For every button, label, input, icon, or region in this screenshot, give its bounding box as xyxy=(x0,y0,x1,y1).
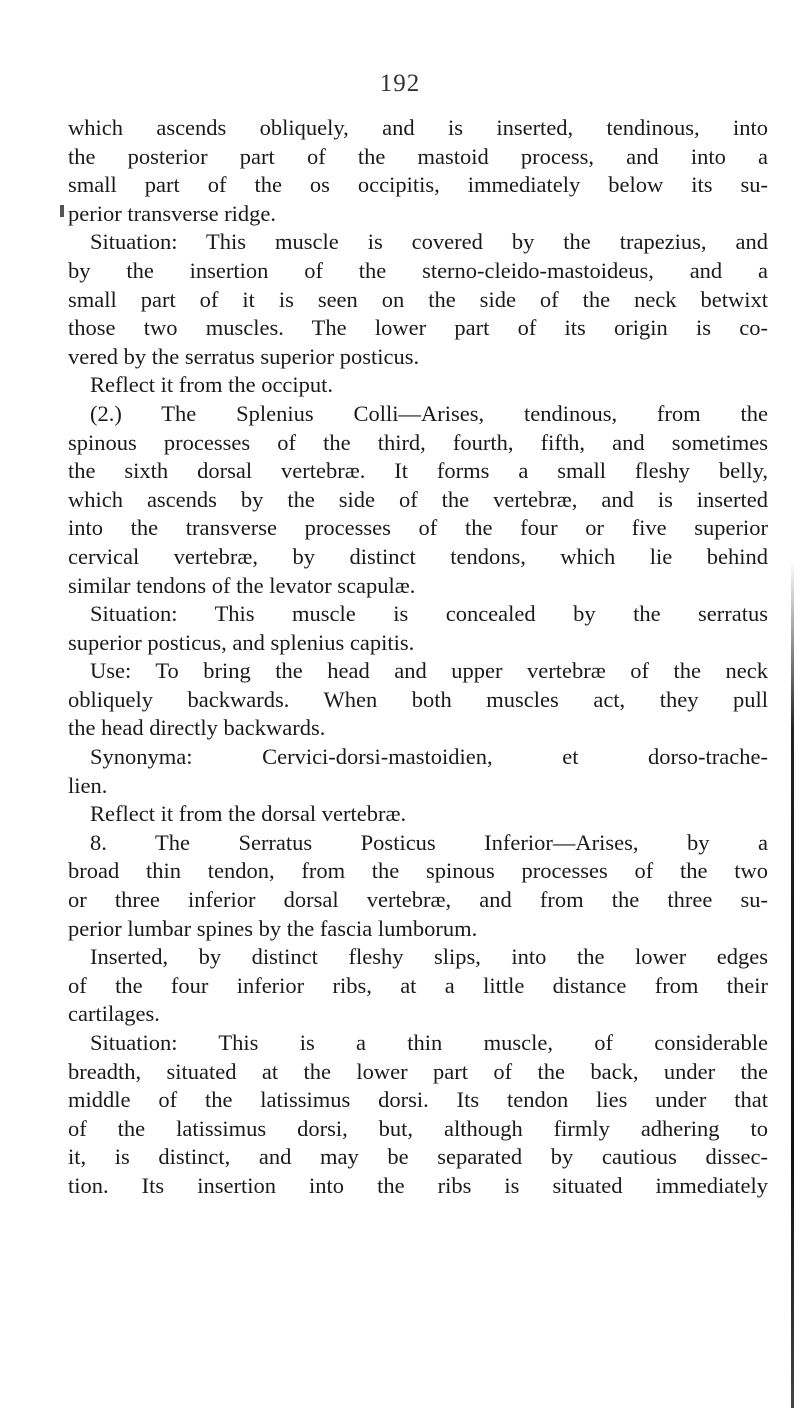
text-line: broad thin tendon, from the spinous processes of the two xyxy=(68,858,768,884)
text-line: cartilages. xyxy=(68,1001,160,1027)
text-line: it, is distinct, and may be separated by cautious dissec- xyxy=(68,1144,768,1170)
text-line: which ascends obliquely, and is inserted, tendinous, into xyxy=(68,115,768,140)
text-line: obliquely backwards. When both muscles act, they pull xyxy=(68,686,768,712)
text-line: tion. Its insertion into the ribs is situated immediately xyxy=(68,1172,768,1198)
body-text xyxy=(68,114,768,1201)
text-line: lien. xyxy=(68,772,108,798)
text-line: Situation: This muscle is concealed by the serratus xyxy=(90,601,768,627)
text-line: the posterior part of the mastoid process, and into a xyxy=(68,143,768,169)
text-line: vered by the serratus superior posticus. xyxy=(68,343,420,369)
text-line: into the transverse processes of the four or five superior xyxy=(68,515,768,541)
text-line: breadth, situated at the lower part of the back, under the xyxy=(68,1058,768,1084)
text-line: small part of the os occipitis, immediately below its su- xyxy=(68,172,768,198)
text-line: middle of the latissimus dorsi. Its tendon lies under that xyxy=(68,1087,768,1113)
text-line: Reflect it from the dorsal vertebræ. xyxy=(90,801,407,827)
text-line: spinous processes of the third, fourth, fifth, and sometimes xyxy=(68,429,768,455)
text-line: Reflect it from the occiput. xyxy=(90,372,334,398)
text-line: Synonyma: Cervici-dorsi-mastoidien, et dorso-trache- xyxy=(90,744,768,770)
margin-mark xyxy=(60,205,64,217)
text-line: Use: To bring the head and upper vertebræ of the neck xyxy=(90,658,768,684)
text-line: cervical vertebræ, by distinct tendons, which lie behind xyxy=(68,543,768,569)
text-line: Situation: This muscle is covered by the trapezius, and xyxy=(90,229,768,255)
text-line: Situation: This is a thin muscle, of considerable xyxy=(90,1030,768,1055)
text-line: (2.) The Splenius Colli—Arises, tendinous, from the xyxy=(90,400,768,426)
text-line: Inserted, by distinct fleshy slips, into the lower edges xyxy=(90,944,768,970)
text-line: 8. The Serratus Posticus Inferior—Arises, by a xyxy=(90,829,768,855)
text-line: superior posticus, and splenius capitis. xyxy=(68,629,415,655)
text-line: of the four inferior ribs, at a little distance from their xyxy=(68,972,768,998)
text-line: small part of it is seen on the side of the neck betwixt xyxy=(68,286,768,312)
text-line: by the insertion of the sterno-cleido-mastoideus, and a xyxy=(68,257,768,283)
page-edge-shadow xyxy=(791,560,794,1408)
text-line: the head directly backwards. xyxy=(68,715,326,741)
text-line: those two muscles. The lower part of its origin is co- xyxy=(68,315,768,341)
text-line: similar tendons of the levator scapulæ. xyxy=(68,572,416,598)
text-line: perior lumbar spines by the fascia lumborum. xyxy=(68,915,478,941)
text-line: which ascends by the side of the vertebræ, and is inserted xyxy=(68,486,768,512)
page-number: 192 xyxy=(379,70,421,97)
text-line: of the latissimus dorsi, but, although firmly adhering to xyxy=(68,1115,768,1141)
text-line: or three inferior dorsal vertebræ, and from the three su- xyxy=(68,887,768,913)
text-line: perior transverse ridge. xyxy=(68,200,277,226)
text-line: the sixth dorsal vertebræ. It forms a small fleshy belly, xyxy=(68,458,768,484)
